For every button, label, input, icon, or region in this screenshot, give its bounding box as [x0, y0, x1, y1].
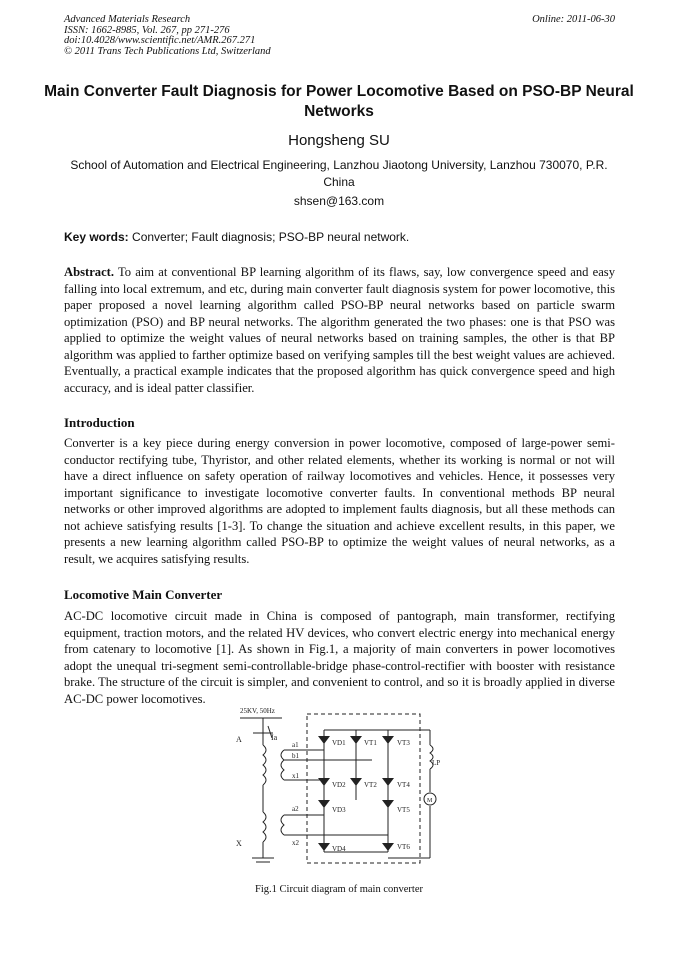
figure-caption: Fig.1 Circuit diagram of main converter — [255, 884, 423, 895]
label-VT2: VT2 — [364, 781, 377, 789]
label-VD3: VD3 — [332, 806, 346, 814]
label-X: X — [236, 839, 242, 848]
copyright: © 2011 Trans Tech Publications Ltd, Switzerland — [64, 45, 271, 57]
journal-name: Advanced Materials Research — [64, 14, 191, 25]
label-VD2: VD2 — [332, 781, 346, 789]
issn: ISSN: 1662-8985, Vol. 267, pp 271-276 — [64, 24, 230, 36]
circuit-diagram — [228, 704, 458, 874]
label-a2: a2 — [292, 805, 299, 813]
converter-text: AC-DC locomotive circuit made in China is composed of pantograph, main transformer, rectifying equipment, traction motors, and the related HV devices, who convert electric energy into mechanical energy from catenary to locomotive [1]. As shown in Fig.1, a majority of main converters in power locomotives adopt the unequal tri-segment semi-controllable-bridge phase-control-rectifier with booster with resistance brake. The structure of the circuit is simpler, and convenient to control, and so it is broadly applied in diverse AC-DC power locomotives. — [64, 609, 615, 706]
label-VT3: VT3 — [397, 739, 410, 747]
label-VT6: VT6 — [397, 843, 410, 851]
supply-label: 25KV, 50Hz — [240, 707, 275, 715]
paper-title: Main Converter Fault Diagnosis for Power Locomotive Based on PSO-BP Neural Networks — [44, 83, 634, 120]
label-x2: x2 — [292, 839, 299, 847]
motor-label: M — [427, 798, 433, 804]
abstract-label: Abstract. — [64, 265, 115, 279]
label-A: A — [236, 735, 242, 744]
running-header — [64, 15, 615, 57]
doi: doi:10.4028/www.scientific.net/AMR.267.271 — [64, 35, 256, 46]
label-VD4: VD4 — [332, 845, 346, 853]
keywords — [64, 230, 409, 244]
abstract-text: To aim at conventional BP learning algorithm of its flaws, say, low convergence speed and easy falling into local extremum, and etc, during main converter fault diagnosis system for power locomotive, this paper proposed a novel learning algorithm called PSO-BP neural networks based on particle swarm optimization (PSO) and BP neural networks. The algorithm generated the two phases: one is that PSO was applied to optimize the weight values of neural networks based on training samples, the other is that BP algorithm was applied to farther optimize based on verifying samples till the best weight values are achieved. Eventually, a practical example indicates that the proposed algorithm has quick convergence speed and high accuracy, and is ideal patter classifier. — [64, 265, 615, 395]
keywords-text: Converter; Fault diagnosis; PSO-BP neural network. — [128, 230, 410, 244]
label-VT5: VT5 — [397, 806, 410, 814]
introduction-heading: Introduction — [64, 415, 135, 430]
label-Ia: Ia — [271, 733, 278, 742]
email[interactable]: shsen@163.com — [293, 194, 385, 208]
label-b1: b1 — [292, 752, 299, 760]
introduction-text: Converter is a key piece during energy conversion in power locomotive, composed of large-power semi-conductor rectifying tube, Thyristor, and other related elements, whether its working is normal or not will have a direct influence on safety operation of railway locomotives and vehicles. Hence, it possesses very important significance to investigate locomotive converter faults. In conventional methods BP neural networks or other improved algorithms are adopted to implement faults diagnosis, but all these methods can not achieve satisfying results [1-3]. To change the situation and achieve excellent results, in this paper, we presents a new learning algorithm called PSO-BP to optimize the weight values of neural networks, as a result, we acquires satisfying results. — [64, 436, 615, 566]
author: Hongsheng SU — [288, 132, 390, 149]
online-date: Online: 2011-06-30 — [532, 14, 615, 25]
affiliation: School of Automation and Electrical Engineering, Lanzhou Jiaotong University, Lanzhou 730070, P.R. China — [70, 158, 608, 189]
converter-heading: Locomotive Main Converter — [64, 587, 223, 602]
keywords-label: Key words: — [64, 230, 129, 244]
label-a1: a1 — [292, 741, 299, 749]
label-VT4: VT4 — [397, 781, 410, 789]
label-VD1: VD1 — [332, 739, 346, 747]
label-x1: x1 — [292, 772, 299, 780]
label-VT1: VT1 — [364, 739, 377, 747]
abstract — [64, 264, 615, 396]
label-LP: LP — [432, 759, 441, 767]
